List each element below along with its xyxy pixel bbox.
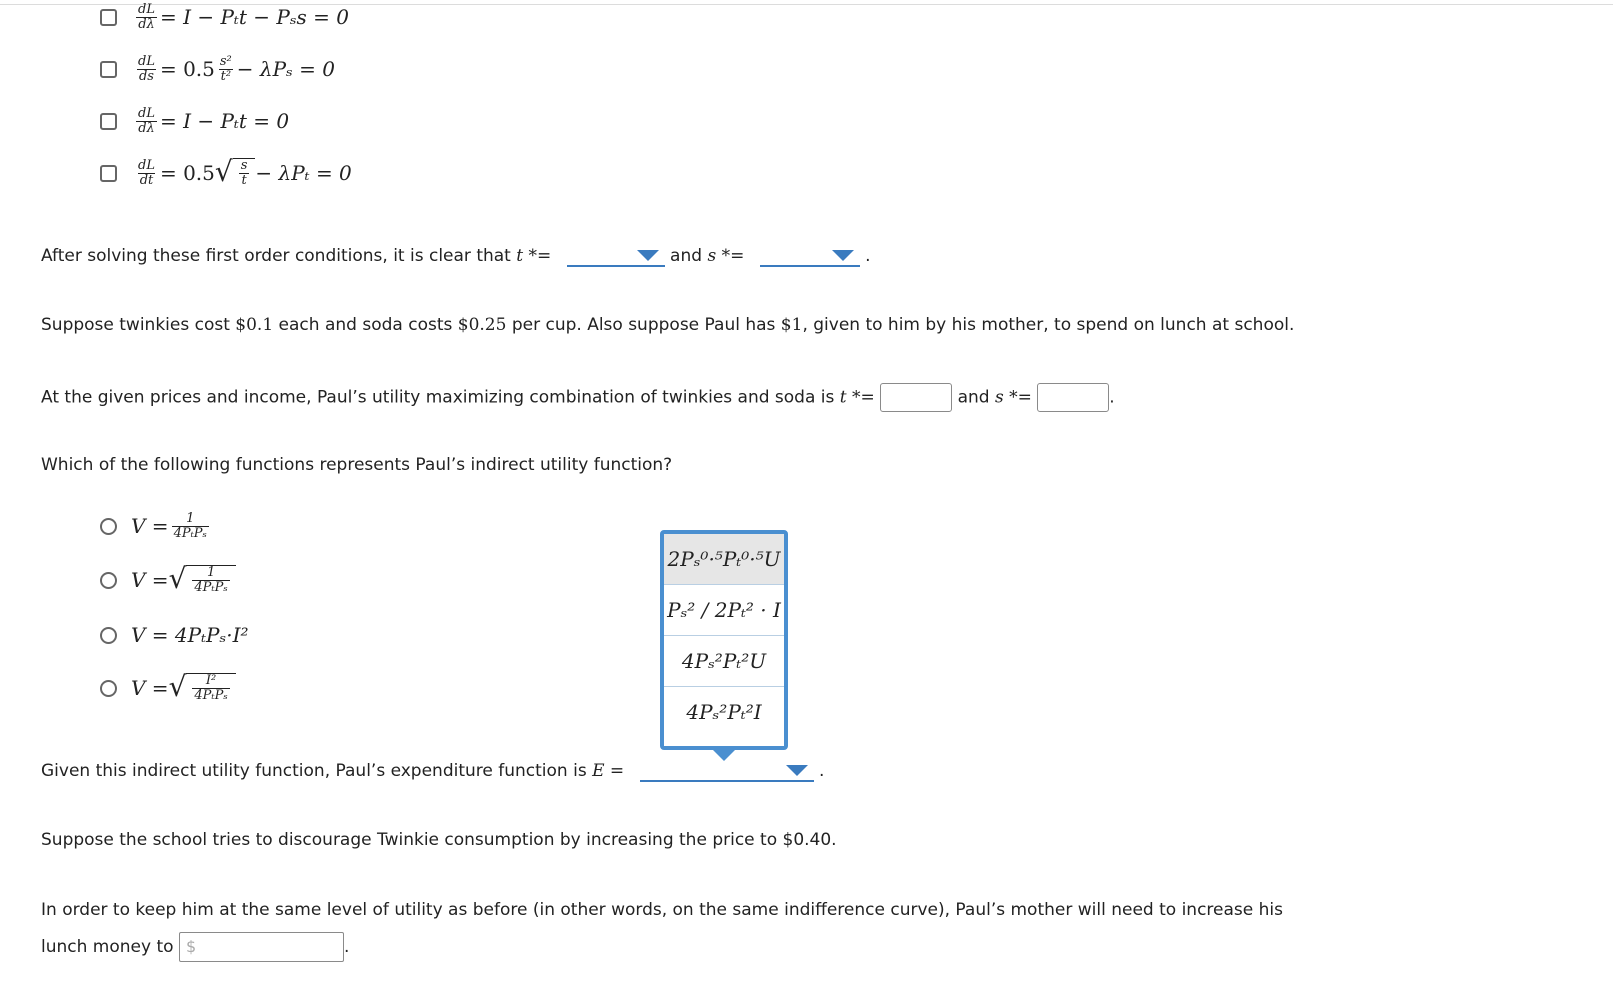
indirect-option-1[interactable]: V = $\frac{1}{\text{4PₜPₛ}}$: [100, 506, 212, 546]
checkbox[interactable]: [100, 165, 117, 182]
expenditure-dropdown[interactable]: [640, 760, 814, 782]
foc-lhs: $\frac{dL}{ds}$: [138, 53, 155, 84]
radio-button[interactable]: [100, 518, 117, 535]
foc-lhs: $\frac{dL}{d\lambda}$: [138, 105, 155, 136]
radio-button[interactable]: [100, 627, 117, 644]
sqrt: √ $\frac{1}{\text{4PₜPₛ}}$: [169, 565, 236, 594]
foc-option-1[interactable]: [100, 0, 349, 37]
price-increase-statement: Suppose the school tries to discourage Twinkie consumption by increasing the price to $0.40.: [41, 830, 837, 850]
dropdown-option[interactable]: 4Pₛ²Pₜ²U: [664, 636, 784, 687]
foc-option-3[interactable]: $\frac{dL}{d\lambda}$ = I − Pₜt = 0: [100, 101, 289, 141]
sqrt: √ $\frac{\text{I²}}{\text{4PₜPₛ}}$: [169, 673, 236, 702]
checkbox[interactable]: [100, 61, 117, 78]
lunch-money-question-line1: In order to keep him at the same level of utility as before (in other words, on the same indifference curve), Paul’s mother will need to increase his: [41, 900, 1283, 920]
dropdown-option[interactable]: Pₛ² / 2Pₜ² · I: [664, 585, 784, 636]
s-star-dropdown[interactable]: [760, 245, 860, 267]
t-star-input[interactable]: [880, 383, 952, 412]
indirect-option-3[interactable]: V = 4PₜPₛ·I²: [100, 615, 249, 655]
dropdown-option[interactable]: 4Pₛ²Pₜ²I: [686, 700, 762, 724]
foc-lhs: $\frac{dL}{d\lambda}$: [138, 1, 155, 32]
lunch-money-input[interactable]: $: [179, 932, 344, 962]
foc-lhs: $\frac{dL}{dt}$: [138, 157, 155, 188]
radio-button[interactable]: [100, 572, 117, 589]
chevron-down-icon: [637, 250, 659, 261]
foc-rhs: = I − Pₜt − Pₛs = 0: [159, 5, 350, 29]
combination-question: At the given prices and income, Paul’s utility maximizing combination of twinkies and soda is t *= and s *= .: [41, 383, 1115, 412]
expenditure-question: Given this indirect utility function, Paul’s expenditure function is E = .: [41, 761, 825, 781]
lunch-money-question-line2: lunch money to $ .: [41, 932, 349, 962]
indirect-utility-question: Which of the following functions represents Paul’s indirect utility function?: [41, 455, 673, 475]
sqrt: √ $\frac{s}{t}$: [215, 158, 256, 187]
prices-statement: Suppose twinkies cost $0.1 each and soda costs $0.25 per cup. Also suppose Paul has $1, given to him by his mother, to spend on lunch at school.: [41, 315, 1295, 335]
expenditure-dropdown-menu[interactable]: [660, 530, 788, 750]
indirect-option-2[interactable]: V = √ $\frac{1}{\text{4PₜPₛ}}$: [100, 560, 236, 600]
foc-option-4[interactable]: $\frac{dL}{dt}$ = 0.5 √ $\frac{s}{t}$ − λPₜ = 0: [100, 153, 352, 193]
indirect-option-4[interactable]: V = √ $\frac{\text{I²}}{\text{4PₜPₛ}}$: [100, 668, 236, 708]
dropdown-option[interactable]: 2Pₛ⁰·⁵Pₜ⁰·⁵U: [664, 534, 784, 585]
t-star-dropdown[interactable]: [567, 245, 665, 267]
chevron-down-icon: [786, 765, 808, 776]
radio-button[interactable]: [100, 680, 117, 697]
solution-question: After solving these first order conditions, it is clear that t *= and s *= .: [41, 246, 871, 266]
s-star-input[interactable]: [1037, 383, 1109, 412]
checkbox[interactable]: [100, 113, 117, 130]
chevron-down-icon: [832, 250, 854, 261]
checkbox[interactable]: [100, 9, 117, 26]
foc-inner-fraction: $\frac{\text{s²}}{\text{t²}}$: [219, 53, 232, 84]
foc-option-2[interactable]: $\frac{dL}{ds}$ = 0.5 $\frac{\text{s²}}{\text{t²}}$ − λPₛ = 0: [100, 49, 335, 89]
